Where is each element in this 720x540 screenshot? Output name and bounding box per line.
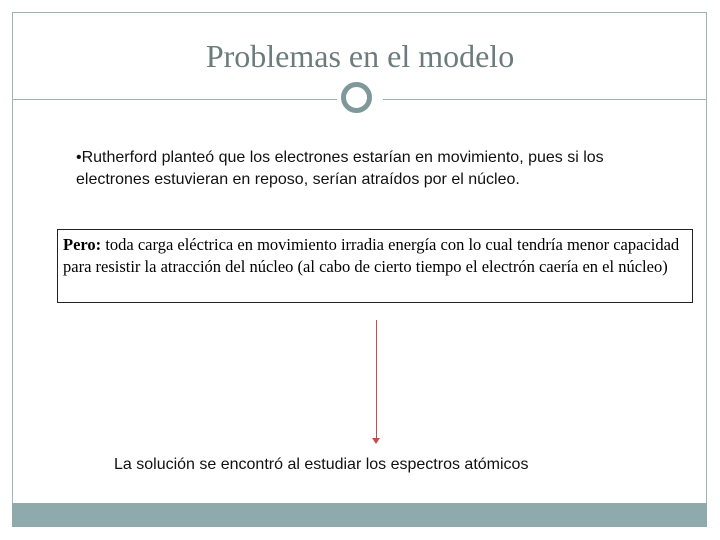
divider-circle-ornament <box>341 82 372 113</box>
down-arrow-icon <box>372 438 380 444</box>
solution-text: La solución se encontró al estudiar los espectros atómicos <box>114 456 529 473</box>
title-divider-right <box>383 99 707 100</box>
explanation-box <box>57 229 693 303</box>
bullet-paragraph: •Rutherford planteó que los electrones estarían en movimiento, pues si los electrones estuvieran en reposo, serían atraídos por el núcleo. <box>76 149 604 188</box>
down-arrow-line <box>376 320 377 440</box>
title-divider-left <box>12 99 337 100</box>
slide-title: Problemas en el modelo <box>205 38 515 74</box>
explanation-label: Pero: <box>63 235 102 254</box>
explanation-text: toda carga eléctrica en movimiento irradia energía con lo cual tendría menor capacidad para resistir la atracción del núcleo (al cabo de cierto tiempo el electrón caería en el núcleo) <box>63 235 680 276</box>
footer-bar <box>12 503 707 527</box>
